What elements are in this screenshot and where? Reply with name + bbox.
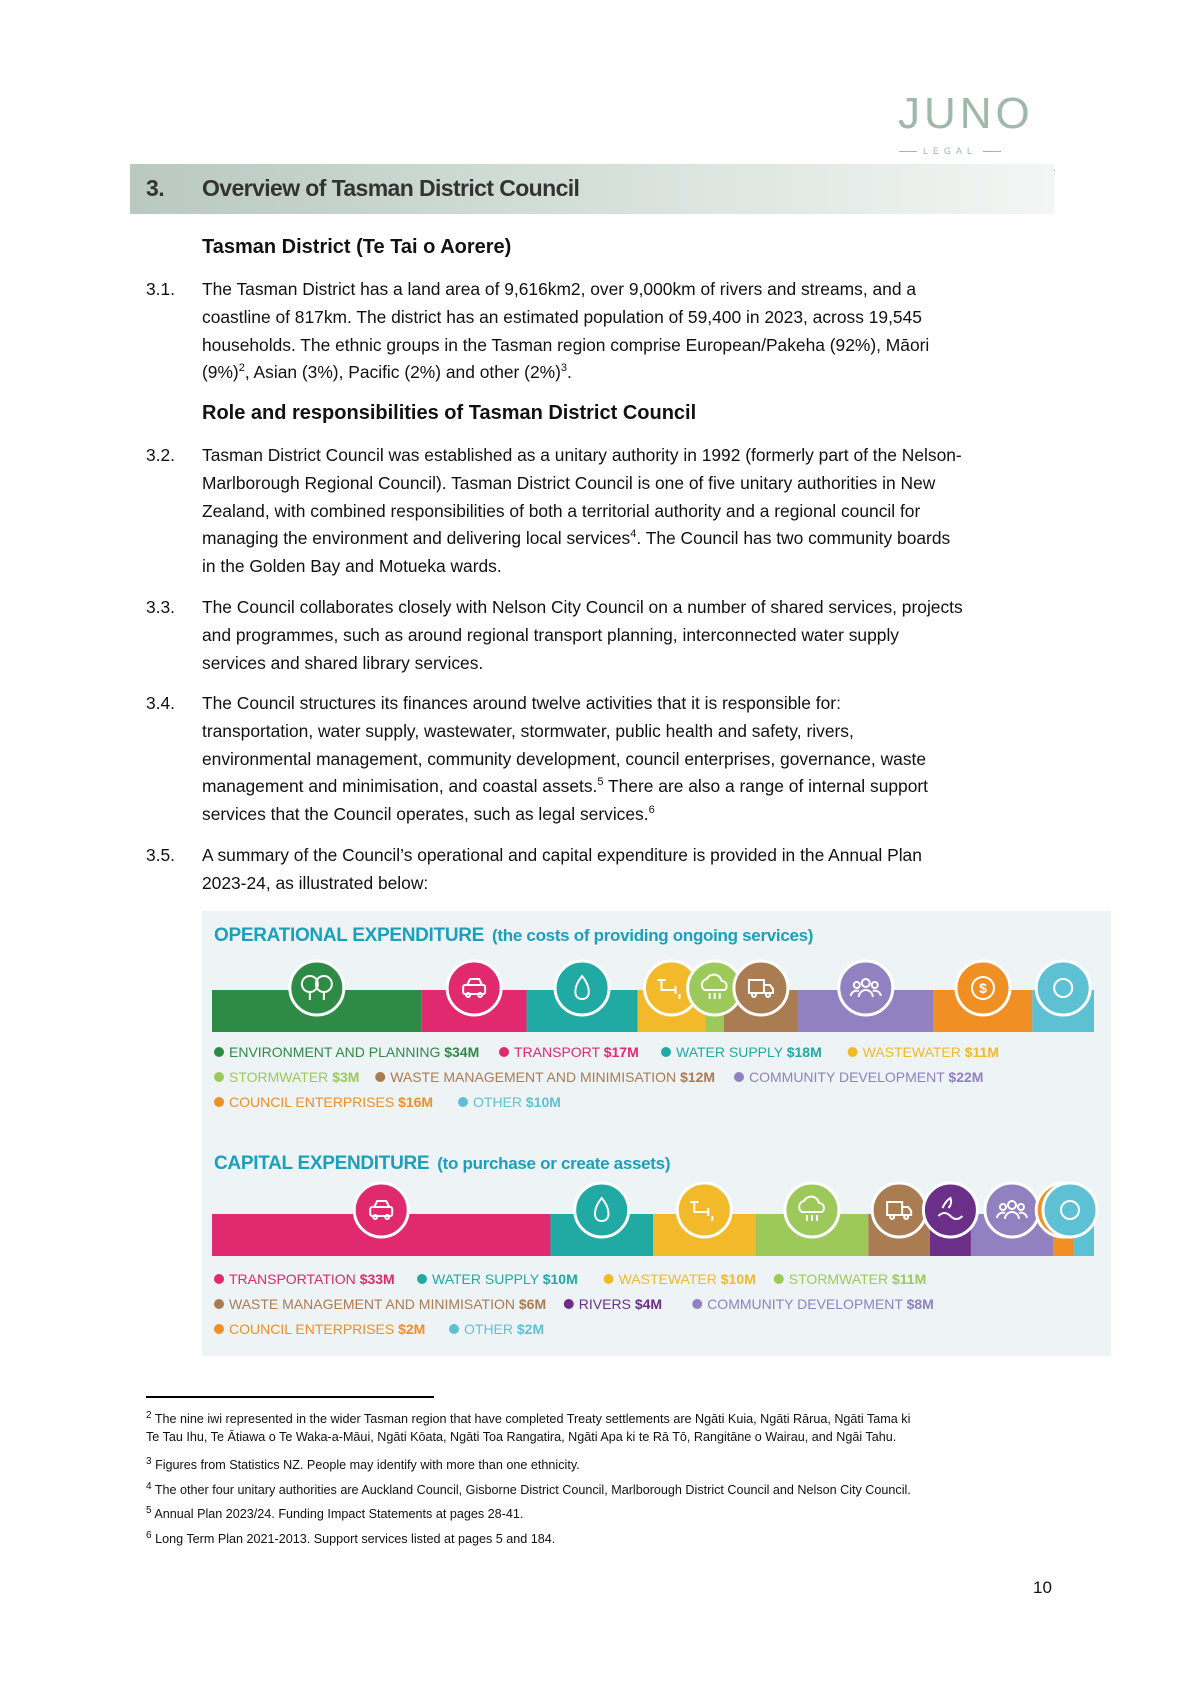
paragraph-text [202, 442, 1057, 581]
recycle-truck-icon [734, 961, 788, 1015]
text-line: in the Golden Bay and Motueka wards. [202, 556, 502, 577]
legend-value: $16M [398, 1094, 434, 1110]
legend-dot [214, 1299, 224, 1309]
footnote-5: $^5$ Annual Plan 2023/24. Funding Impact Statements at pages 28-41. [146, 1504, 524, 1521]
legend-label: WASTEWATER $10M [618, 1271, 756, 1287]
chart-title: OPERATIONAL EXPENDITURE (the costs of providing ongoing services) [214, 925, 814, 946]
footnote-ref[interactable]: 4 [630, 528, 637, 541]
people-icon [985, 1183, 1039, 1237]
text-line: management and minimisation, and coastal assets.$^5$ There are also a range of internal support [202, 776, 929, 797]
juno-legal-logo [880, 89, 1060, 170]
people-icon [839, 961, 893, 1015]
text-line: services that the Council operates, such as legal services.$^6$ [202, 804, 655, 825]
legend-dot [214, 1072, 224, 1082]
legend-value: $2M [398, 1321, 426, 1337]
text-line: transportation, water supply, wastewater, stormwater, public health and safety, rivers, [202, 720, 854, 741]
text-line: coastline of 817km. The district has an estimated population of 59,400 in 2023, across 19,545 [202, 306, 922, 327]
paragraph-number: 3.4. [146, 693, 176, 713]
section-title: Overview of Tasman District Council [202, 175, 580, 201]
text-line: services and shared library services. [202, 652, 484, 673]
footnote-3: $^3$ Figures from Statistics NZ. People may identify with more than one ethnicity. [146, 1455, 580, 1472]
text-line: 2023-24, as illustrated below: [202, 872, 429, 893]
legend-dot [214, 1324, 224, 1334]
legend-dot [214, 1274, 224, 1284]
legend-dot [214, 1047, 224, 1057]
footnote-4: $^4$ The other four unitary authorities are Auckland Council, Gisborne District Council, Marlborough District Council and Nelson City Council. [146, 1480, 911, 1497]
legend-label: STORMWATER $3M [229, 1069, 360, 1085]
legend-dot [734, 1072, 744, 1082]
circle-icon [1043, 1183, 1097, 1237]
text-line: The Council collaborates closely with Nelson City Council on a number of shared services, projects [202, 597, 963, 617]
legend-dot [375, 1072, 385, 1082]
logo-subtitle: LEGAL [880, 146, 1020, 156]
legend-label: STORMWATER $11M [788, 1271, 927, 1287]
car-icon [447, 961, 501, 1015]
text-line: The Council structures its finances around twelve activities that it is responsible for: [202, 693, 841, 713]
legend-value: $17M [603, 1044, 639, 1060]
text-line: Marlborough Regional Council). Tasman District Council is one of five unitary authorities in New [202, 472, 936, 493]
text-line: Zealand, with combined responsibilities of both a territorial authority and a regional council for [202, 500, 921, 521]
expenditure-chart [202, 911, 1111, 1356]
paragraph-text [202, 594, 1057, 677]
legend-value: $34M [444, 1044, 480, 1060]
text-line: $(9\%)^2$, Asian (3%), Pacific (2%) and other $(2\%)^3$. [202, 362, 572, 383]
paragraph-text [202, 842, 1057, 898]
section-number: 3. [146, 175, 165, 201]
legend-label: WASTEWATER $11M [862, 1044, 1000, 1060]
footnote-ref[interactable]: 5 [597, 776, 604, 789]
legend-dot [214, 1097, 224, 1107]
paragraph-text [202, 690, 1057, 829]
legend-label: WATER SUPPLY $18M [676, 1044, 822, 1060]
legend-value: $18M [786, 1044, 822, 1060]
legend-label: OTHER $2M [464, 1321, 545, 1337]
legend-dot [564, 1299, 574, 1309]
legend-dot [417, 1274, 427, 1284]
paragraph-number: 3.1. [146, 279, 176, 299]
text-line: Tasman District Council was established as a unitary authority in 1992 (formerly part of the Nelson- [202, 445, 962, 465]
legend-label: TRANSPORTATION $33M [229, 1271, 395, 1287]
legend-value: $10M [542, 1271, 578, 1287]
text-line: The Tasman District has a land area of 9,616km2, over 9,000km of rivers and streams, and a [202, 279, 917, 299]
river-icon [923, 1183, 977, 1237]
legend-dot [848, 1047, 858, 1057]
water-drop-icon [575, 1183, 629, 1237]
legend-label: TRANSPORT $17M [514, 1044, 639, 1060]
text-line: A summary of the Council’s operational and capital expenditure is provided in the Annual Plan [202, 845, 922, 865]
text-line: and programmes, such as around regional transport planning, interconnected water supply [202, 624, 900, 645]
paragraph-number: 3.3. [146, 597, 176, 617]
subheading-role: Role and responsibilities of Tasman District Council [202, 402, 697, 424]
expenditure-infographic [202, 911, 1111, 1356]
legend-value: $11M [891, 1271, 927, 1287]
paragraph-number: 3.2. [146, 445, 176, 465]
paragraph-number: 3.5. [146, 845, 176, 865]
coin-icon [956, 961, 1010, 1015]
legend-value: $10M [525, 1094, 561, 1110]
text-line: households. The ethnic groups in the Tasman region comprise European/Pakeha (92%), Māori [202, 334, 930, 355]
water-drop-icon [555, 961, 609, 1015]
recycle-truck-icon [872, 1183, 926, 1237]
pipe-icon [677, 1183, 731, 1237]
legend-value: $2M [516, 1321, 545, 1337]
legend-value: $4M [634, 1296, 663, 1312]
legend-dot [661, 1047, 671, 1057]
footnote-ref[interactable]: 3 [560, 362, 568, 375]
legend-label: COMMUNITY DEVELOPMENT $8M [707, 1296, 934, 1312]
footnote-ref[interactable]: 6 [648, 804, 655, 817]
circle-icon [1036, 961, 1090, 1015]
legend-dot [499, 1047, 509, 1057]
chart-title: CAPITAL EXPENDITURE (to purchase or create assets) [214, 1153, 671, 1174]
legend-value: $11M [964, 1044, 1000, 1060]
page-number: 10 [1033, 1578, 1052, 1597]
svg-text:$: $ [979, 980, 987, 996]
footnote-ref[interactable]: 2 [238, 362, 245, 375]
subheading-district: Tasman District (Te Tai o Aorere) [202, 236, 512, 258]
legend-value: $10M [720, 1271, 756, 1287]
paragraph-text [202, 276, 1057, 387]
footnote-separator [146, 1396, 434, 1398]
text-line: managing the environment and delivering local services$^4$. The Council has two community boards [202, 528, 951, 549]
footnote-6: $^6$ Long Term Plan 2021-2013. Support services listed at pages 5 and 184. [146, 1529, 556, 1546]
legend-label: RIVERS $4M [578, 1296, 663, 1312]
legend-value: $22M [948, 1069, 984, 1085]
legend-dot [449, 1324, 459, 1334]
legend-label: COMMUNITY DEVELOPMENT $22M [749, 1069, 984, 1085]
legend-label: COUNCIL ENTERPRISES $16M [229, 1094, 434, 1110]
legend-label: WASTE MANAGEMENT AND MINIMISATION $6M [229, 1296, 547, 1312]
legend-label: WASTE MANAGEMENT AND MINIMISATION $12M [390, 1069, 716, 1085]
footnote-2: $^2$ The nine iwi represented in the wider Tasman region that have completed Treaty settlements are Ngāti Kuia, Ngāti Rārua, Ngāti Tama ki Te Tau Ihu, Te Ātiawa o Te Waka-a-Māui, Ngāti Kōata, Ngāti Toa Rangatira, Ngāti Apa ki te Rā Tō, Rangitāne o Wairau, and Ngāi Tahu. [146, 1409, 911, 1444]
legend-value: $33M [359, 1271, 395, 1287]
legend-label: ENVIRONMENT AND PLANNING $34M [229, 1044, 480, 1060]
legend-value: $6M [518, 1296, 547, 1312]
legend-label: WATER SUPPLY $10M [432, 1271, 578, 1287]
legend-dot [692, 1299, 702, 1309]
legend-label: COUNCIL ENTERPRISES $2M [229, 1321, 426, 1337]
legend-value: $8M [906, 1296, 934, 1312]
legend-value: $12M [680, 1069, 716, 1085]
trees-icon [290, 961, 344, 1015]
legend-dot [604, 1274, 614, 1284]
rain-cloud-icon [785, 1183, 839, 1237]
legend-value: $3M [332, 1069, 360, 1085]
text-line: environmental management, community development, council enterprises, governance, waste [202, 748, 927, 769]
legend-dot [774, 1274, 784, 1284]
logo-word: JUNO [898, 89, 1034, 138]
legend-label: OTHER $10M [473, 1094, 561, 1110]
legend-dot [458, 1097, 468, 1107]
car-icon [354, 1183, 408, 1237]
